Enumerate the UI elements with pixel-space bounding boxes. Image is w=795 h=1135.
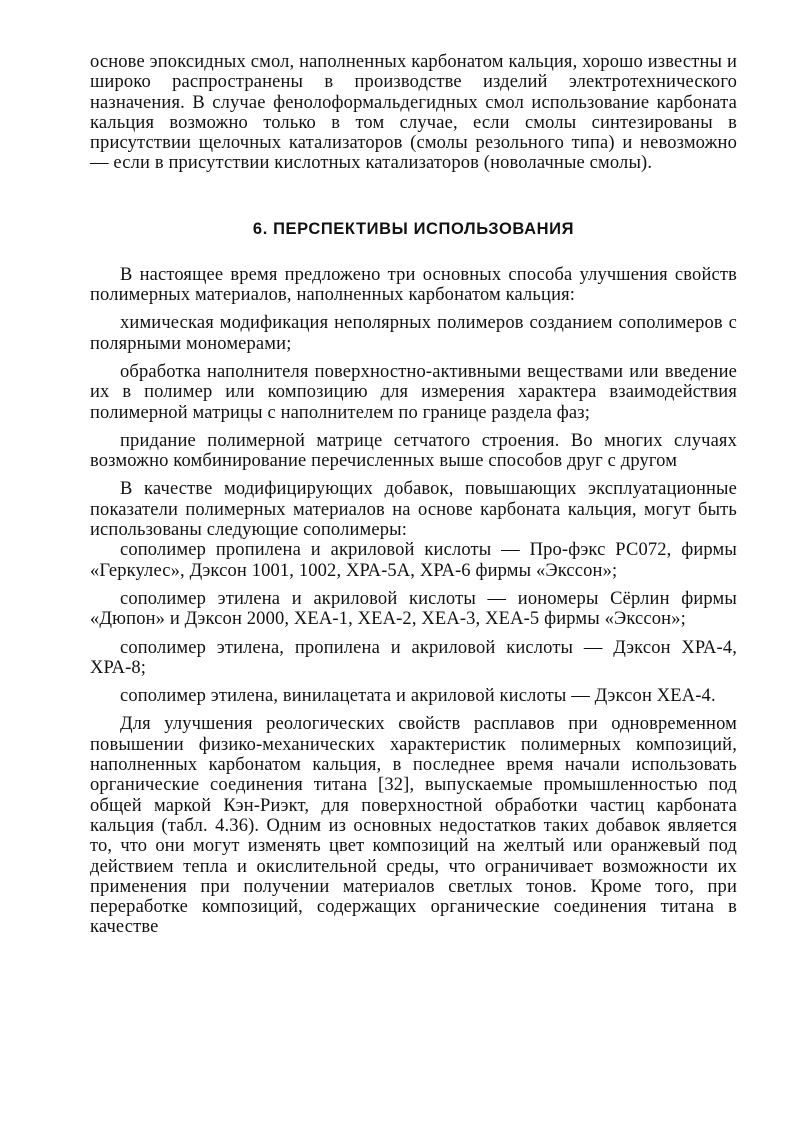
list-item: обработка наполнителя поверхностно-активными веществами или введение их в полимер или композицию для измерения характера взаимодействия полимерной матрицы с наполнителем по границе раздела фаз; (90, 361, 737, 423)
list-item: сополимер этилена, пропилена и акриловой кислоты — Дэксон ХРА-4, ХРА-8; (90, 637, 737, 678)
list-item: сополимер этилена, винилацетата и акриловой кислоты — Дэксон ХЕА-4. (120, 686, 716, 707)
list-item: придание полимерной матрице сетчатого строения. Во многих случаях возможно комбинирование перечисленных выше способов друг с другом (90, 430, 737, 472)
paragraph: В настоящее время предложено три основных способа улучшения свойств полимерных материалов, наполненных карбонатом кальция: (90, 264, 737, 306)
intro-paragraph: основе эпоксидных смол, наполненных карбонатом кальция, хорошо известны и широко распространены в производстве изделий электротехнического назначения. В случае фенолоформальдегидных смол использование карбоната кальция возможно только в том случае, если смолы синтезированы в присутствии щелочных катализаторов (смолы резольного типа) и невозможно — если в присутствии кислотных катализаторов (новолачные смолы). (90, 52, 737, 174)
section-heading: 6. ПЕРСПЕКТИВЫ ИСПОЛЬЗОВАНИЯ (252, 219, 575, 238)
list-item: сополимер пропилена и акриловой кислоты — Про-фэкс РС072, фирмы «Геркулес», Дэксон 1001, 1002, ХРА-5А, ХРА-6 фирмы «Экссон»; (90, 540, 737, 581)
paragraph: Для улучшения реологических свойств расплавов при одновременном повышении физико-механических характеристик полимерных композиций, наполненных карбонатом кальция, в последнее время начали использовать органические соединения титана [32], выпускаемые промышленностью под общей маркой Кэн-Риэкт, для поверхностной обработки частиц карбоната кальция (табл. 4.36). Одним из основных недостатков таких добавок является то, что они могут изменять цвет композиций на желтый или оранжевый под действием тепла и окислительной среды, что ограничивает возможности их применения при получении материалов светлых тонов. Кроме того, при переработке композиций, содержащих органические соединения титана в качестве (90, 714, 737, 938)
paragraph: В качестве модифицирующих добавок, повышающих эксплуатационные показатели полимерных материалов на основе карбоната кальция, могут быть использованы следующие сополимеры: (90, 479, 737, 541)
list-item: химическая модификация неполярных полимеров созданием сополимеров с полярными мономерами; (90, 313, 737, 354)
list-item: сополимер этилена и акриловой кислоты — иономеры Сёрлин фирмы «Дюпон» и Дэксон 2000, ХЕА-1, ХЕА-2, ХЕА-3, ХЕА-5 фирмы «Экссон»; (90, 588, 737, 630)
